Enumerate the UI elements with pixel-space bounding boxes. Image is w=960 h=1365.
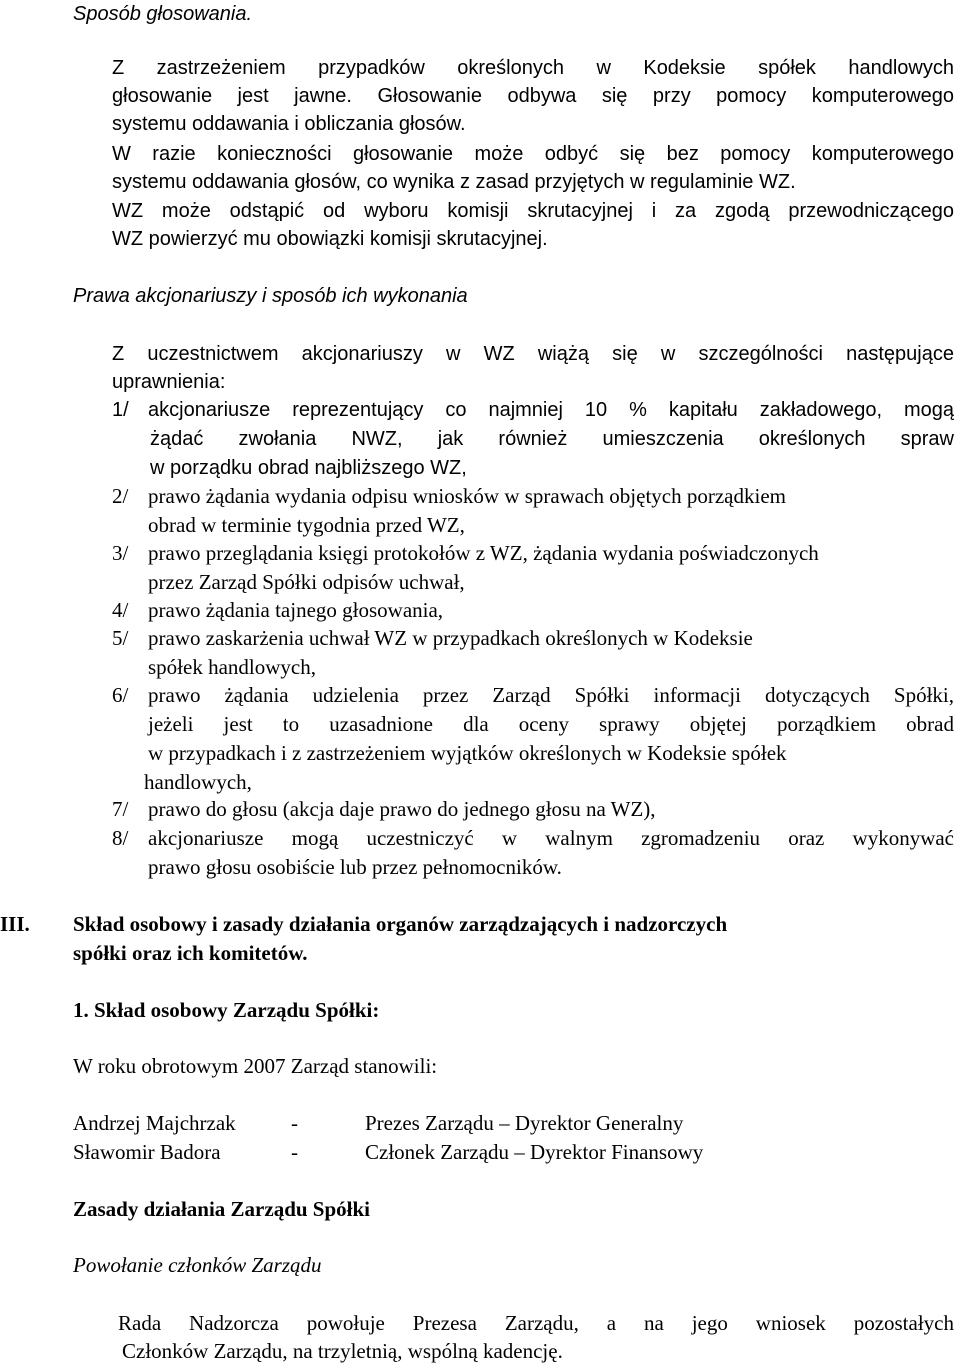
section-title-line: spółki oraz ich komitetów. xyxy=(73,941,308,965)
rights-intro-line: uprawnienia: xyxy=(112,371,226,393)
list-item-number: 8/ xyxy=(112,826,129,850)
voting-paragraph-line: WZ powierzyć mu obowiązki komisji skrutacyjnej. xyxy=(112,228,548,250)
list-item-line: prawo przeglądania księgi protokołów z WZ, żądania wydania poświadczonych xyxy=(148,541,819,565)
voting-paragraph-line: systemu oddawania i obliczania głosów. xyxy=(112,113,466,135)
board-year-text: W roku obrotowym 2007 Zarząd stanowili: xyxy=(73,1054,438,1078)
section-number: III. xyxy=(0,912,30,936)
voting-paragraph-line: głosowanie jest jawne. Głosowanie odbywa się przy pomocy komputerowego xyxy=(112,85,954,107)
board-member-role: Członek Zarządu – Dyrektor Finansowy xyxy=(365,1140,704,1164)
appointment-heading: Powołanie członków Zarządu xyxy=(73,1253,322,1277)
voting-paragraph-line: W razie konieczności głosowanie może odbyć się bez pomocy komputerowego xyxy=(112,143,954,165)
list-item-line: akcjonariusze reprezentujący co najmniej 10 % kapitału zakładowego, mogą xyxy=(148,399,954,421)
rights-heading: Prawa akcjonariuszy i sposób ich wykonania xyxy=(73,285,468,307)
list-item-line: prawo zaskarżenia uchwał WZ w przypadkach określonych w Kodeksie xyxy=(148,626,753,650)
rights-intro-line: Z uczestnictwem akcjonariuszy w WZ wiążą się w szczególności następujące xyxy=(112,343,954,365)
list-item-number: 4/ xyxy=(112,598,129,622)
list-item-number: 3/ xyxy=(112,541,129,565)
voting-paragraph-line: WZ może odstąpić od wyboru komisji skrutacyjnej i za zgodą przewodniczącego xyxy=(112,200,954,222)
voting-paragraph-line: systemu oddawania głosów, co wynika z zasad przyjętych w regulaminie WZ. xyxy=(112,171,796,193)
list-item-number: 7/ xyxy=(112,797,129,821)
board-member-name: Andrzej Majchrzak xyxy=(73,1111,236,1135)
list-item-line: w przypadkach i z zastrzeżeniem wyjątków określonych w Kodeksie spółek xyxy=(148,741,787,765)
voting-paragraph-line: Z zastrzeżeniem przypadków określonych w Kodeksie spółek handlowych xyxy=(112,57,954,79)
appointment-paragraph-line: Członków Zarządu, na trzyletnią, wspólną kadencję. xyxy=(122,1339,563,1363)
list-item-number: 1/ xyxy=(112,399,129,421)
list-item-line: akcjonariusze mogą uczestniczyć w walnym zgromadzeniu oraz wykonywać xyxy=(148,826,954,850)
list-item-number: 2/ xyxy=(112,484,129,508)
list-item-line: żądać zwołania NWZ, jak również umieszczenia określonych spraw xyxy=(150,428,954,450)
list-item-line: handlowych, xyxy=(144,770,252,794)
list-item-line: prawo żądania wydania odpisu wniosków w sprawach objętych porządkiem xyxy=(148,484,786,508)
rules-heading: Zasady działania Zarządu Spółki xyxy=(73,1197,371,1221)
section-title-line: Skład osobowy i zasady działania organów zarządzających i nadzorczych xyxy=(73,912,728,936)
voting-heading: Sposób głosowania. xyxy=(73,3,253,25)
list-item-line: prawo żądania tajnego głosowania, xyxy=(148,598,444,622)
list-item-line: prawo do głosu (akcja daje prawo do jednego głosu na WZ), xyxy=(148,797,656,821)
list-item-line: obrad w terminie tygodnia przed WZ, xyxy=(148,513,465,537)
list-item-line: przez Zarząd Spółki odpisów uchwał, xyxy=(148,570,465,594)
list-item-line: w porządku obrad najbliższego WZ, xyxy=(150,457,467,479)
list-item-number: 5/ xyxy=(112,626,129,650)
board-member-dash: - xyxy=(291,1111,298,1135)
subsection-heading: 1. Skład osobowy Zarządu Spółki: xyxy=(73,998,380,1022)
board-member-role: Prezes Zarządu – Dyrektor Generalny xyxy=(365,1111,684,1135)
board-member-name: Sławomir Badora xyxy=(73,1140,221,1164)
appointment-paragraph-line: Rada Nadzorcza powołuje Prezesa Zarządu, a na jego wniosek pozostałych xyxy=(118,1311,954,1335)
list-item-line: jeżeli jest to uzasadnione dla oceny sprawy objętej porządkiem obrad xyxy=(148,712,954,736)
list-item-number: 6/ xyxy=(112,683,129,707)
list-item-line: spółek handlowych, xyxy=(148,655,316,679)
list-item-line: prawo żądania udzielenia przez Zarząd Spółki informacji dotyczących Spółki, xyxy=(148,683,954,707)
list-item-line: prawo głosu osobiście lub przez pełnomocników. xyxy=(148,855,562,879)
board-member-dash: - xyxy=(291,1140,298,1164)
